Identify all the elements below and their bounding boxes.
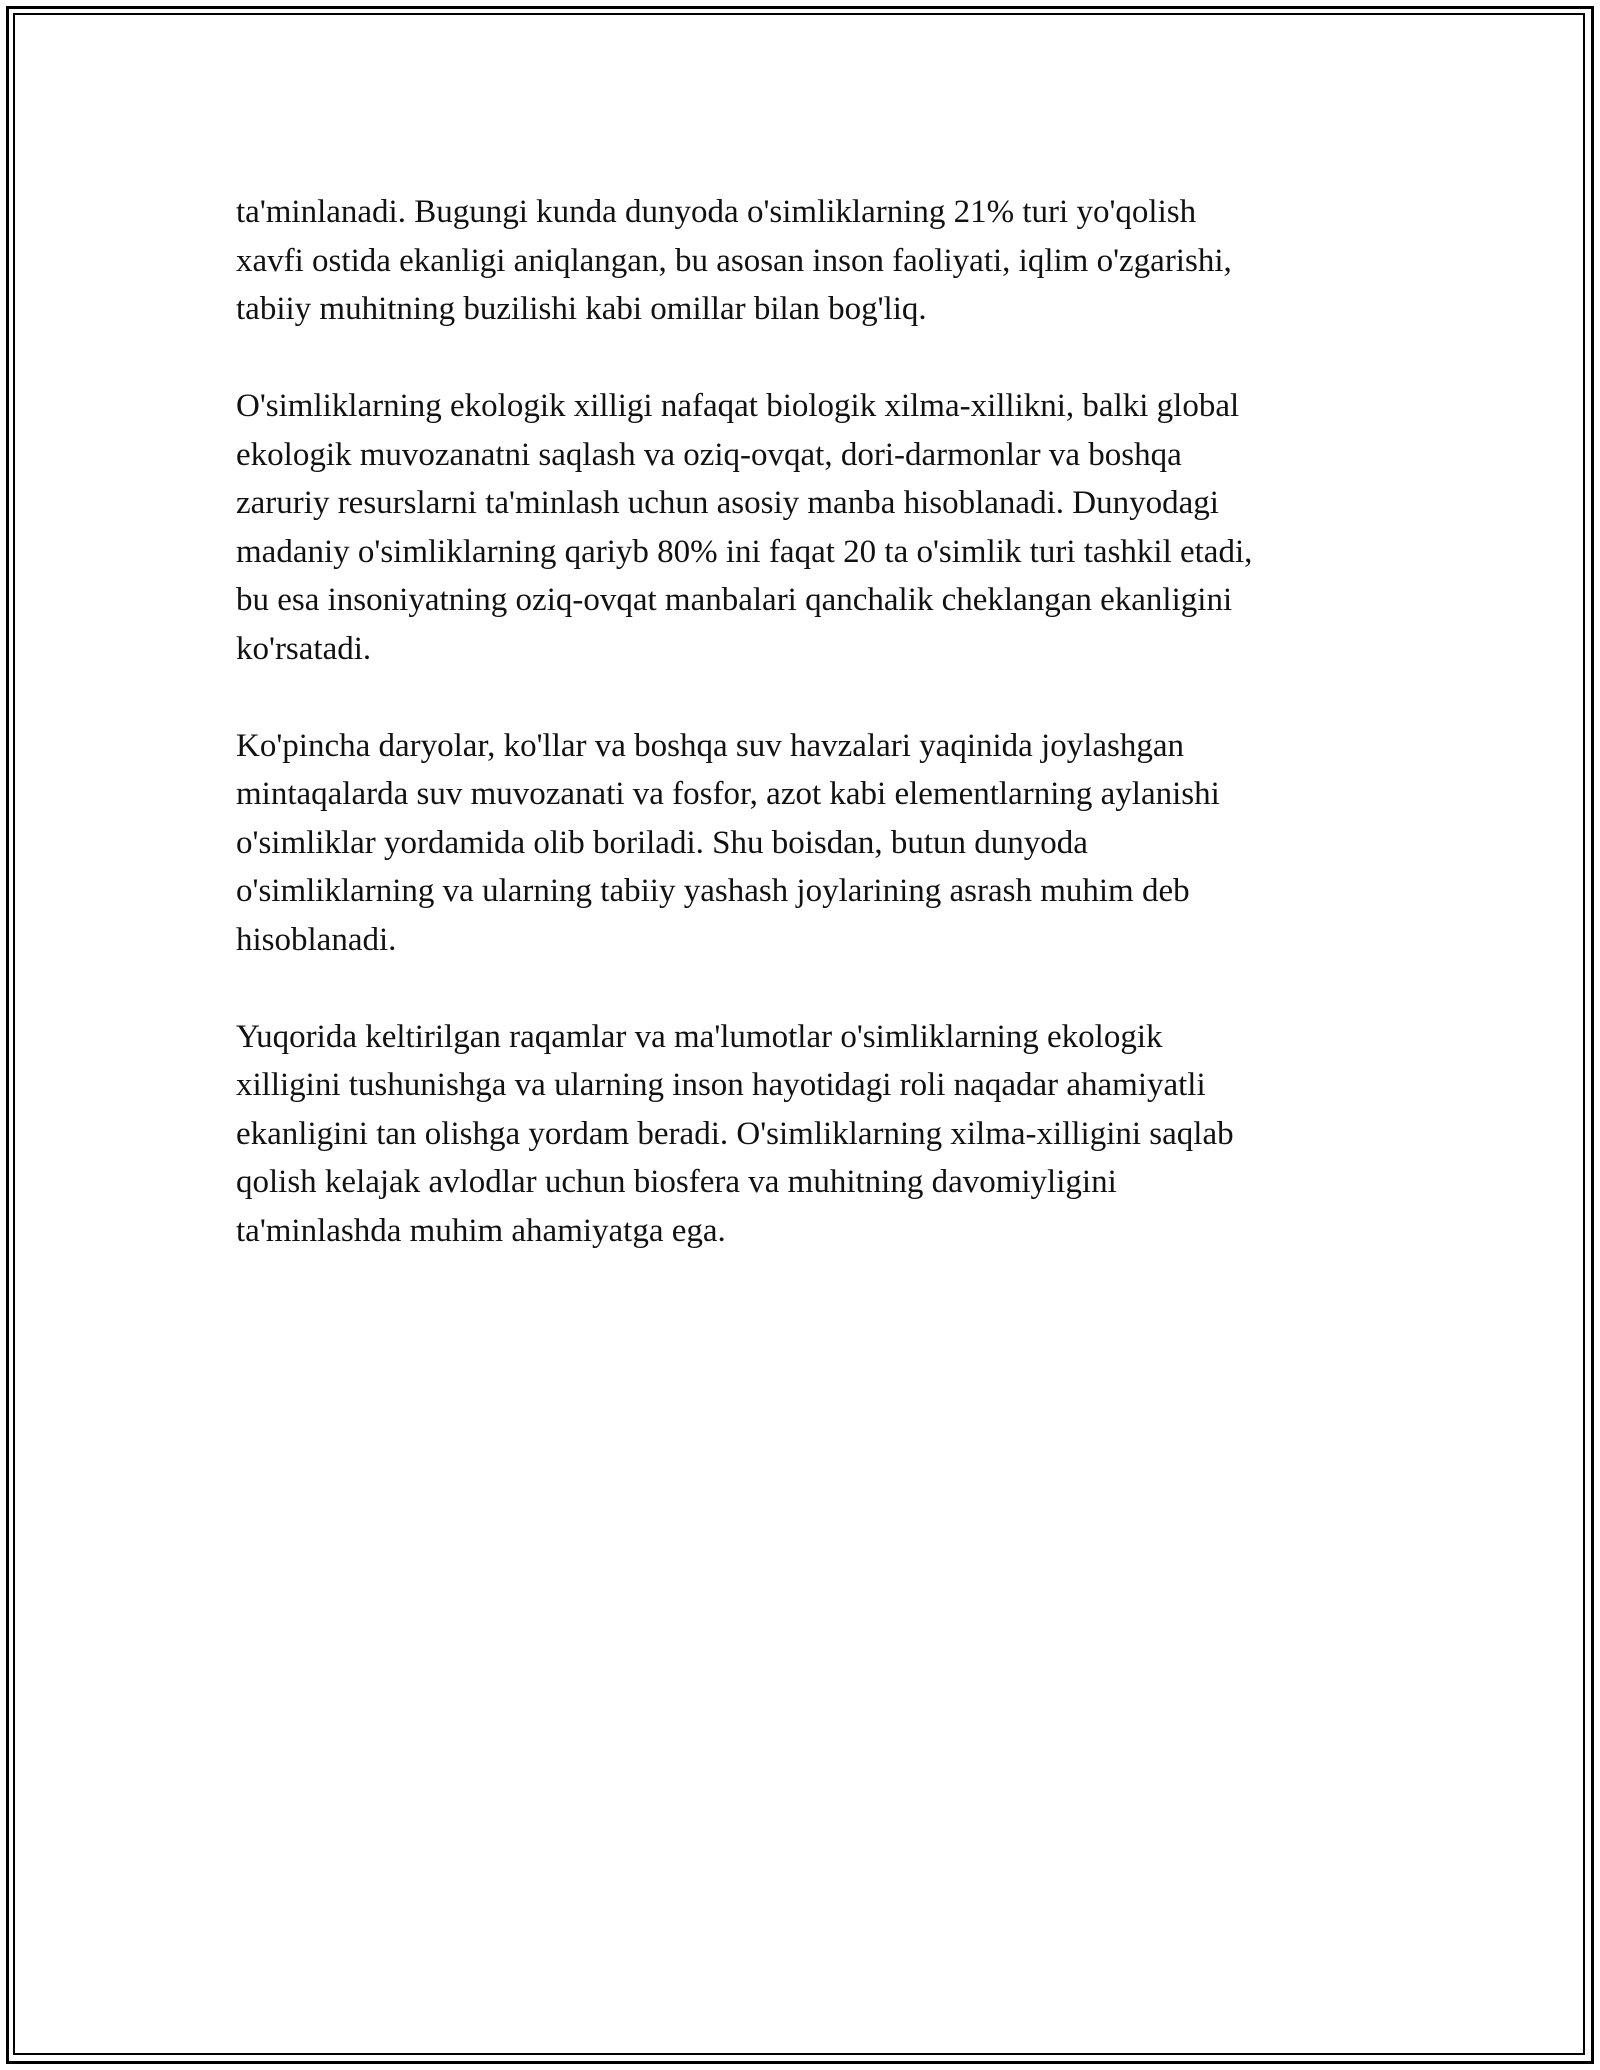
- document-body: [236, 188, 1366, 1304]
- paragraph-3: Ko'pincha daryolar, ko'llar va boshqa suv havzalari yaqinida joylashgan mintaqalarda suv muvozanati va fosfor, azot kabi elementlarning aylanishi o'simliklar yordamida olib boriladi. Shu boisdan, butun dunyoda o'simliklarning va ularning tabiiy yashash joylarining asrash muhim deb hisoblanadi.: [236, 727, 1220, 958]
- paragraph-1: ta'minlanadi. Bugungi kunda dunyoda o'simliklarning 21% turi yo'qolish xavfi ostida ekanligi aniqlangan, bu asosan inson faoliyati, iqlim o'zgarishi, tabiiy muhitning buzilishi kabi omillar bilan bog'liq.: [236, 194, 1232, 327]
- paragraph-4: Yuqorida keltirilgan raqamlar va ma'lumotlar o'simliklarning ekologik xilligini tushunishga va ularning inson hayotidagi roli naqadar ahamiyatli ekanligini tan olishga yordam beradi. O'simliklarning xilma-xilligini saqlab qolish kelajak avlodlar uchun biosfera va muhitning davomiyligini ta'minlashda muhim ahamiyatga ega.: [236, 1018, 1234, 1249]
- paragraph-2: O'simliklarning ekologik xilligi nafaqat biologik xilma-xillikni, balki global ekologik muvozanatni saqlash va oziq-ovqat, dori-darmonlar va boshqa zaruriy resurslarni ta'minlash uchun asosiy manba hisoblanadi. Dunyodagi madaniy o'simliklarning qariyb 80% ini faqat 20 ta o'simlik turi tashkil etadi, bu esa insoniyatning oziq-ovqat manbalari qanchalik cheklangan ekanligini ko'rsatadi.: [236, 388, 1253, 667]
